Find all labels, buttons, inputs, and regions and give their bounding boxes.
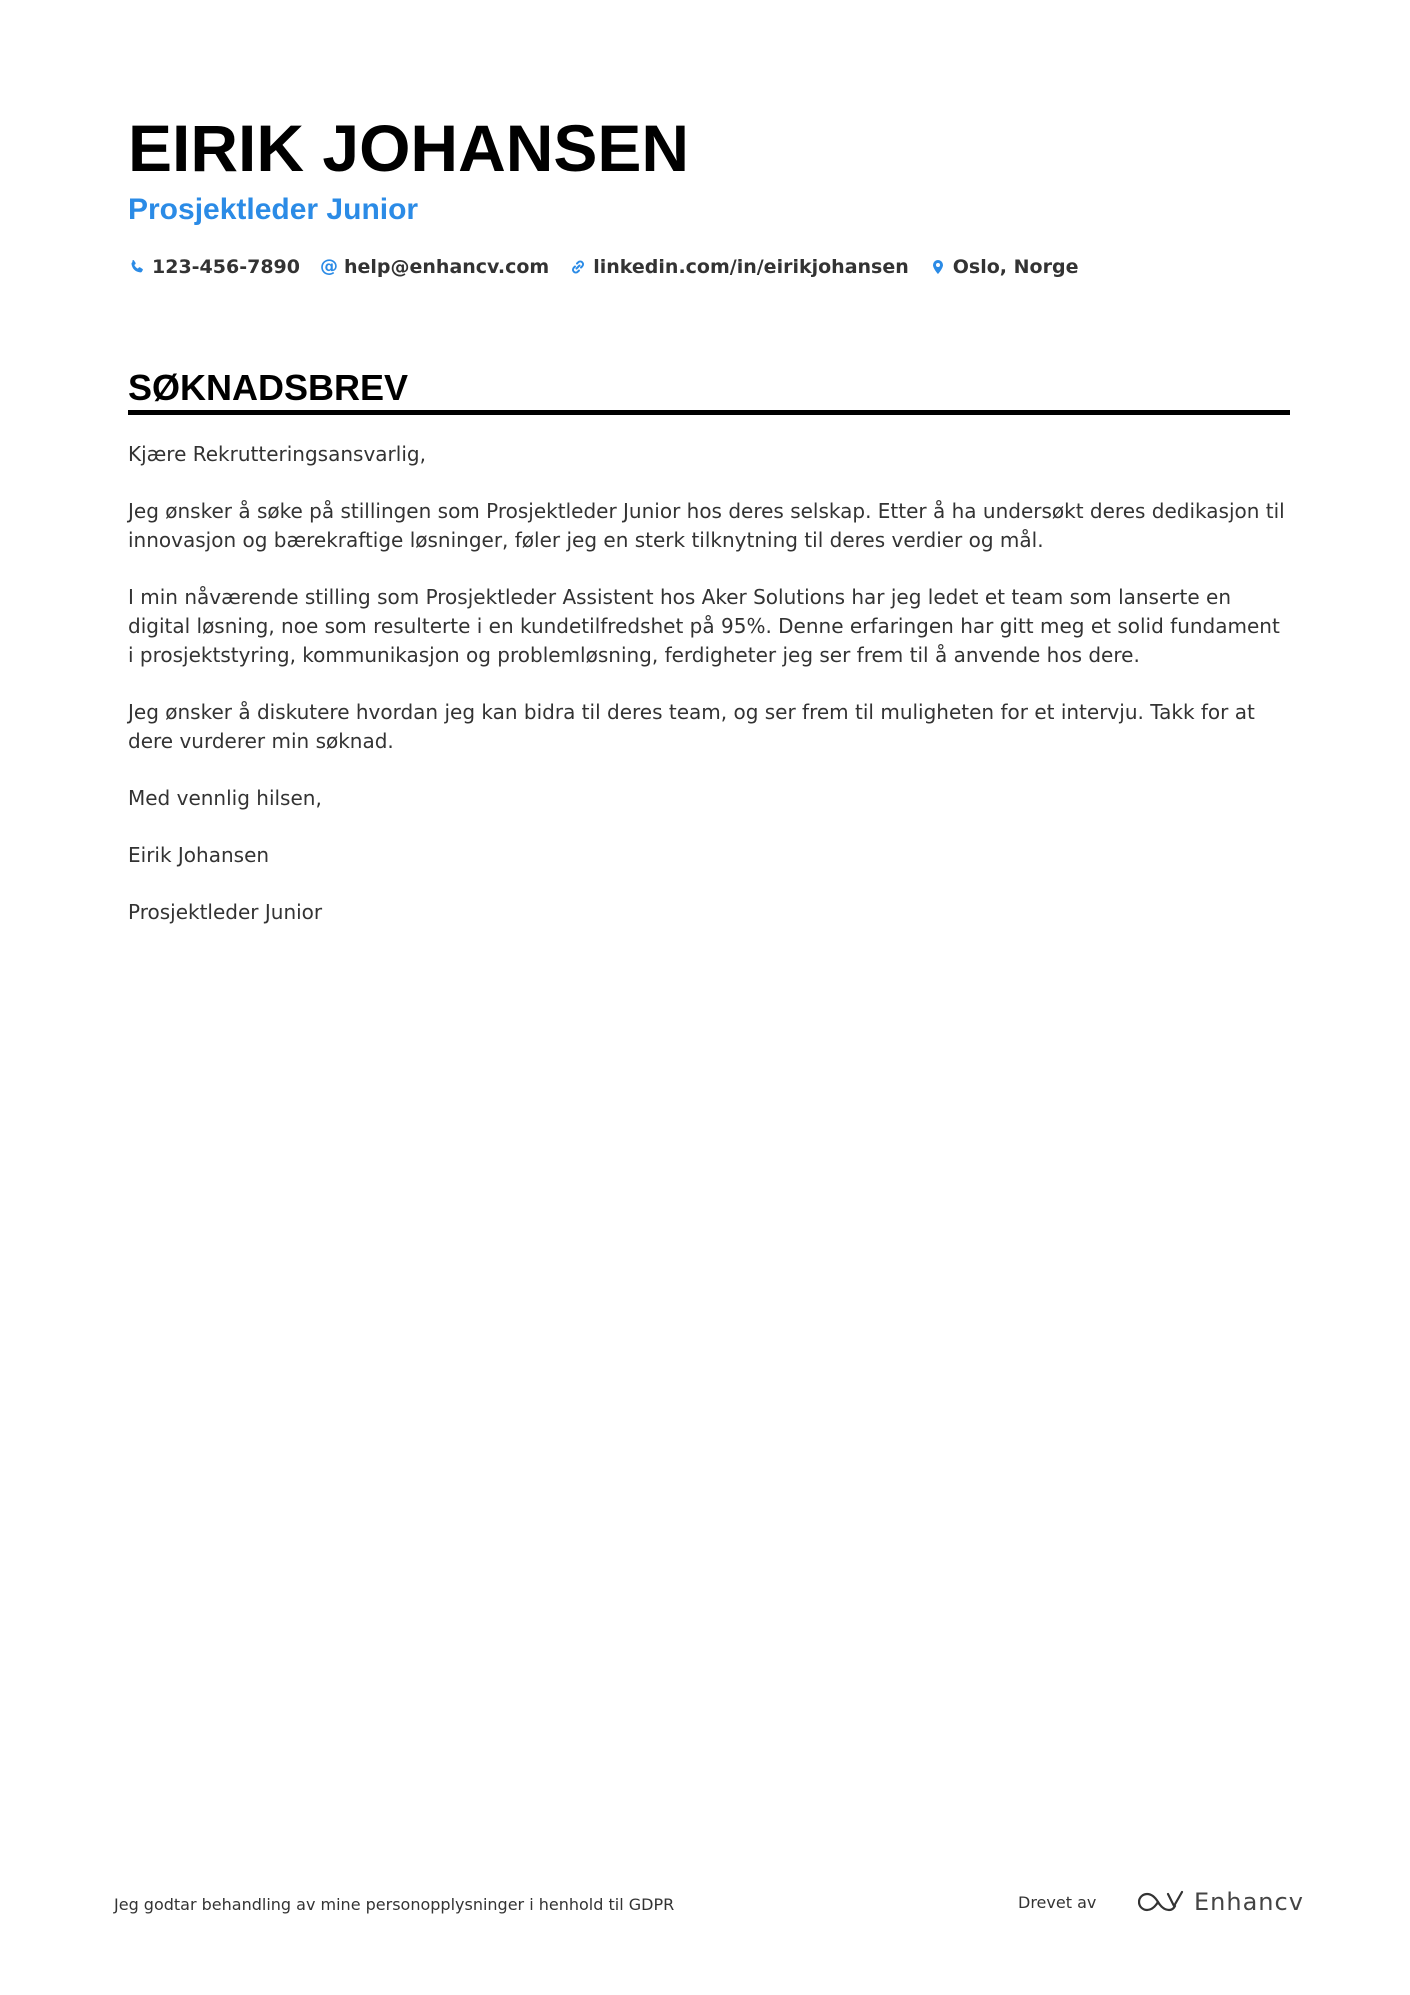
contact-phone-text: 123-456-7890	[152, 256, 300, 278]
section-title: SØKNADSBREV	[128, 367, 409, 408]
candidate-name: EIRIK JOHANSEN	[128, 111, 690, 185]
location-pin-icon	[929, 258, 947, 276]
contact-linkedin-text: linkedin.com/in/eirikjohansen	[593, 256, 909, 278]
link-icon	[569, 258, 587, 276]
contact-location-text: Oslo, Norge	[952, 256, 1079, 278]
section-divider	[128, 410, 1290, 415]
enhancv-logo[interactable]	[1138, 1888, 1304, 1916]
contact-phone[interactable]	[128, 256, 300, 278]
phone-icon	[128, 258, 146, 276]
contact-linkedin[interactable]	[569, 256, 909, 278]
gdpr-consent: Jeg godtar behandling av mine personopplysninger i henhold til GDPR	[114, 1895, 675, 1914]
letter-paragraph: Jeg ønsker å diskutere hvordan jeg kan bidra til deres team, og ser frem til muligheten for et intervju. Takk for at dere vurderer min søknad.	[128, 700, 1255, 753]
signature-title: Prosjektleder Junior	[128, 900, 323, 924]
letter-paragraph: Jeg ønsker å søke på stillingen som Prosjektleder Junior hos deres selskap. Etter å ha undersøkt deres dedikasjon til innovasjon og bærekraftige løsninger, føler jeg en sterk tilknytning til deres verdier og mål.	[128, 499, 1285, 552]
powered-by-label: Drevet av	[1018, 1893, 1097, 1912]
contact-location	[929, 256, 1079, 278]
letter-greeting: Kjære Rekrutteringsansvarlig,	[128, 442, 426, 466]
signature-name: Eirik Johansen	[128, 843, 270, 867]
letter-closing: Med vennlig hilsen,	[128, 786, 322, 810]
enhancv-brand-text: Enhancv	[1194, 1888, 1304, 1916]
enhancv-logo-icon	[1138, 1888, 1186, 1916]
at-icon: @	[319, 256, 338, 277]
letter-body	[128, 440, 1290, 955]
contact-email-text: help@enhancv.com	[343, 256, 550, 278]
letter-paragraph: I min nåværende stilling som Prosjektleder Assistent hos Aker Solutions har jeg ledet et team som lanserte en digital løsning, noe som resulterte i en kundetilfredshet på 95%. Denne erfaringen har gitt meg et solid fundament i prosjektstyring, kommunikasjon og problemløsning, ferdigheter jeg ser frem til å anvende hos dere.	[128, 585, 1280, 667]
candidate-title: Prosjektleder Junior	[128, 193, 419, 226]
contact-email[interactable]	[320, 256, 549, 278]
contact-bar	[128, 252, 1098, 282]
